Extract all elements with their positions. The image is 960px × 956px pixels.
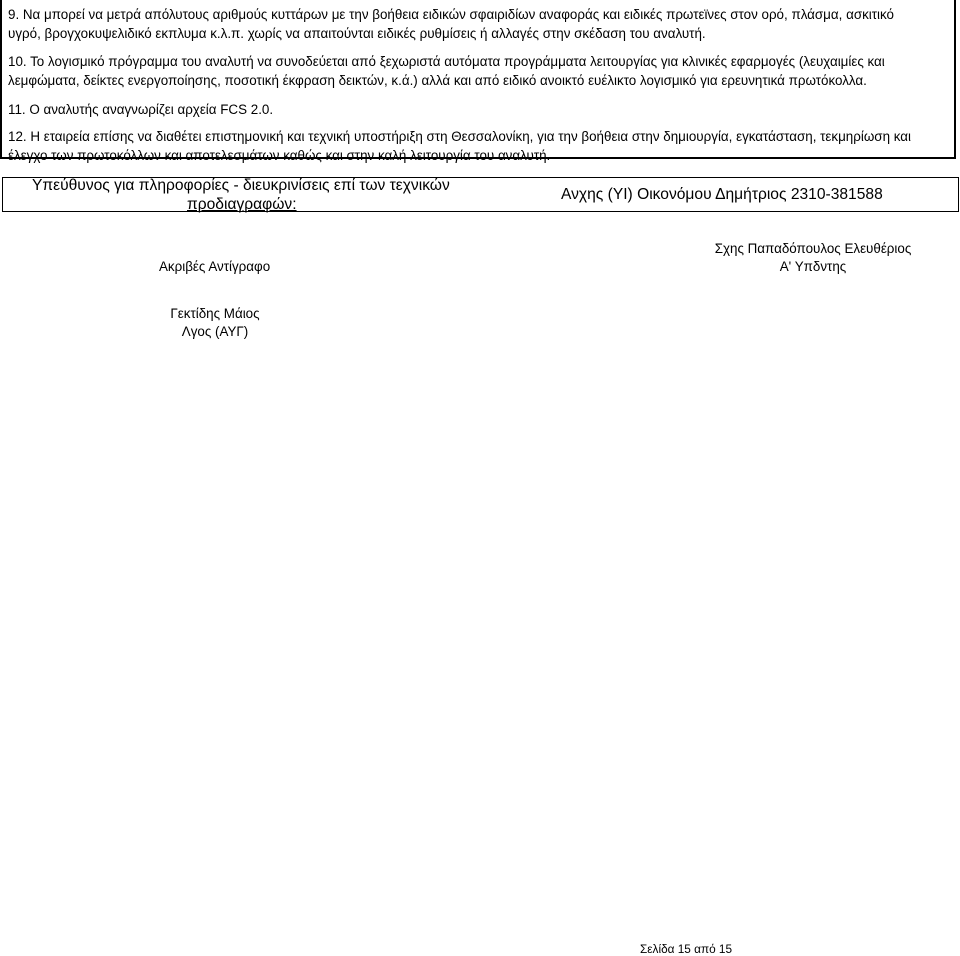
spec-item-9-line-1: 9. Να μπορεί να μετρά απόλυτους αριθμούς κυττάρων με την βοήθεια ειδικών σφαιριδίων αναφοράς και ειδικές πρωτεϊνες στον ορό, πλάσμα, ασκιτικό <box>8 7 895 22</box>
contact-value: Ανχης (ΥΙ) Οικονόμου Δημήτριος 2310-381588 <box>561 186 883 203</box>
contact-label-line-2: προδιαγραφών: <box>187 196 297 213</box>
page-number: Σελίδα 15 από 15 <box>640 942 733 956</box>
contact-label <box>32 176 482 214</box>
specifications-box <box>0 0 956 163</box>
certified-copy-label: Ακριβές Αντίγραφο <box>159 259 271 274</box>
signatory-bottom <box>165 305 265 341</box>
signatory-right-name: Σχης Παπαδόπουλος Ελευθέριος <box>714 241 912 256</box>
signatory-right <box>703 240 923 276</box>
spec-item-12-line-2: έλεγχο των πρωτοκόλλων και αποτελεσμάτων καθώς και στην καλή λειτουργία του αναλυτή. <box>8 148 551 163</box>
spec-item-12 <box>8 127 911 165</box>
spec-item-9 <box>8 5 894 43</box>
signatory-right-title: Α' Υπδντης <box>779 259 847 274</box>
spec-item-11 <box>8 100 273 119</box>
spec-item-12-line-1: 12. Η εταιρεία επίσης να διαθέτει επιστημονική και τεχνική υποστήριξη στη Θεσσαλονίκη, για την βοήθεια στην δημιουργία, εγκατάσταση, τεκμηρίωση και <box>8 129 911 144</box>
spec-item-9-line-2: υγρό, βρογχοκυψελιδικό εκπλυμα κ.λ.π. χωρίς να απαιτούνται ειδικές ρυθμίσεις ή αλλαγές στην σκέδαση του αναλυτή. <box>8 26 706 41</box>
signatory-bottom-name: Γεκτίδης Μάιος <box>170 306 260 321</box>
spec-item-10-line-2: λεμφώματα, δείκτες ενεργοποίησης, ποσοτική έκφραση δεικτών, κ.ά.) αλλά και από ειδικό ανοικτό ευέλικτο λογισμικό για ερευνητικά πρωτόκολλα. <box>8 73 867 88</box>
spec-item-10-line-1: 10. Το λογισμικό πρόγραμμα του αναλυτή να συνοδεύεται από ξεχωριστά αυτόματα προγράμματα λειτουργίας για κλινικές εφαρμογές (λευχαιμίες και <box>8 54 885 69</box>
spec-item-11-line-1: 11. Ο αναλυτής αναγνωρίζει αρχεία FCS 2.0. <box>8 102 274 117</box>
contact-label-line-1: Υπεύθυνος για πληροφορίες - διευκρινίσεις επί των τεχνικών <box>32 177 450 194</box>
spec-item-10 <box>8 52 885 90</box>
signatory-bottom-title: Λγος (ΑΥΓ) <box>181 324 249 339</box>
